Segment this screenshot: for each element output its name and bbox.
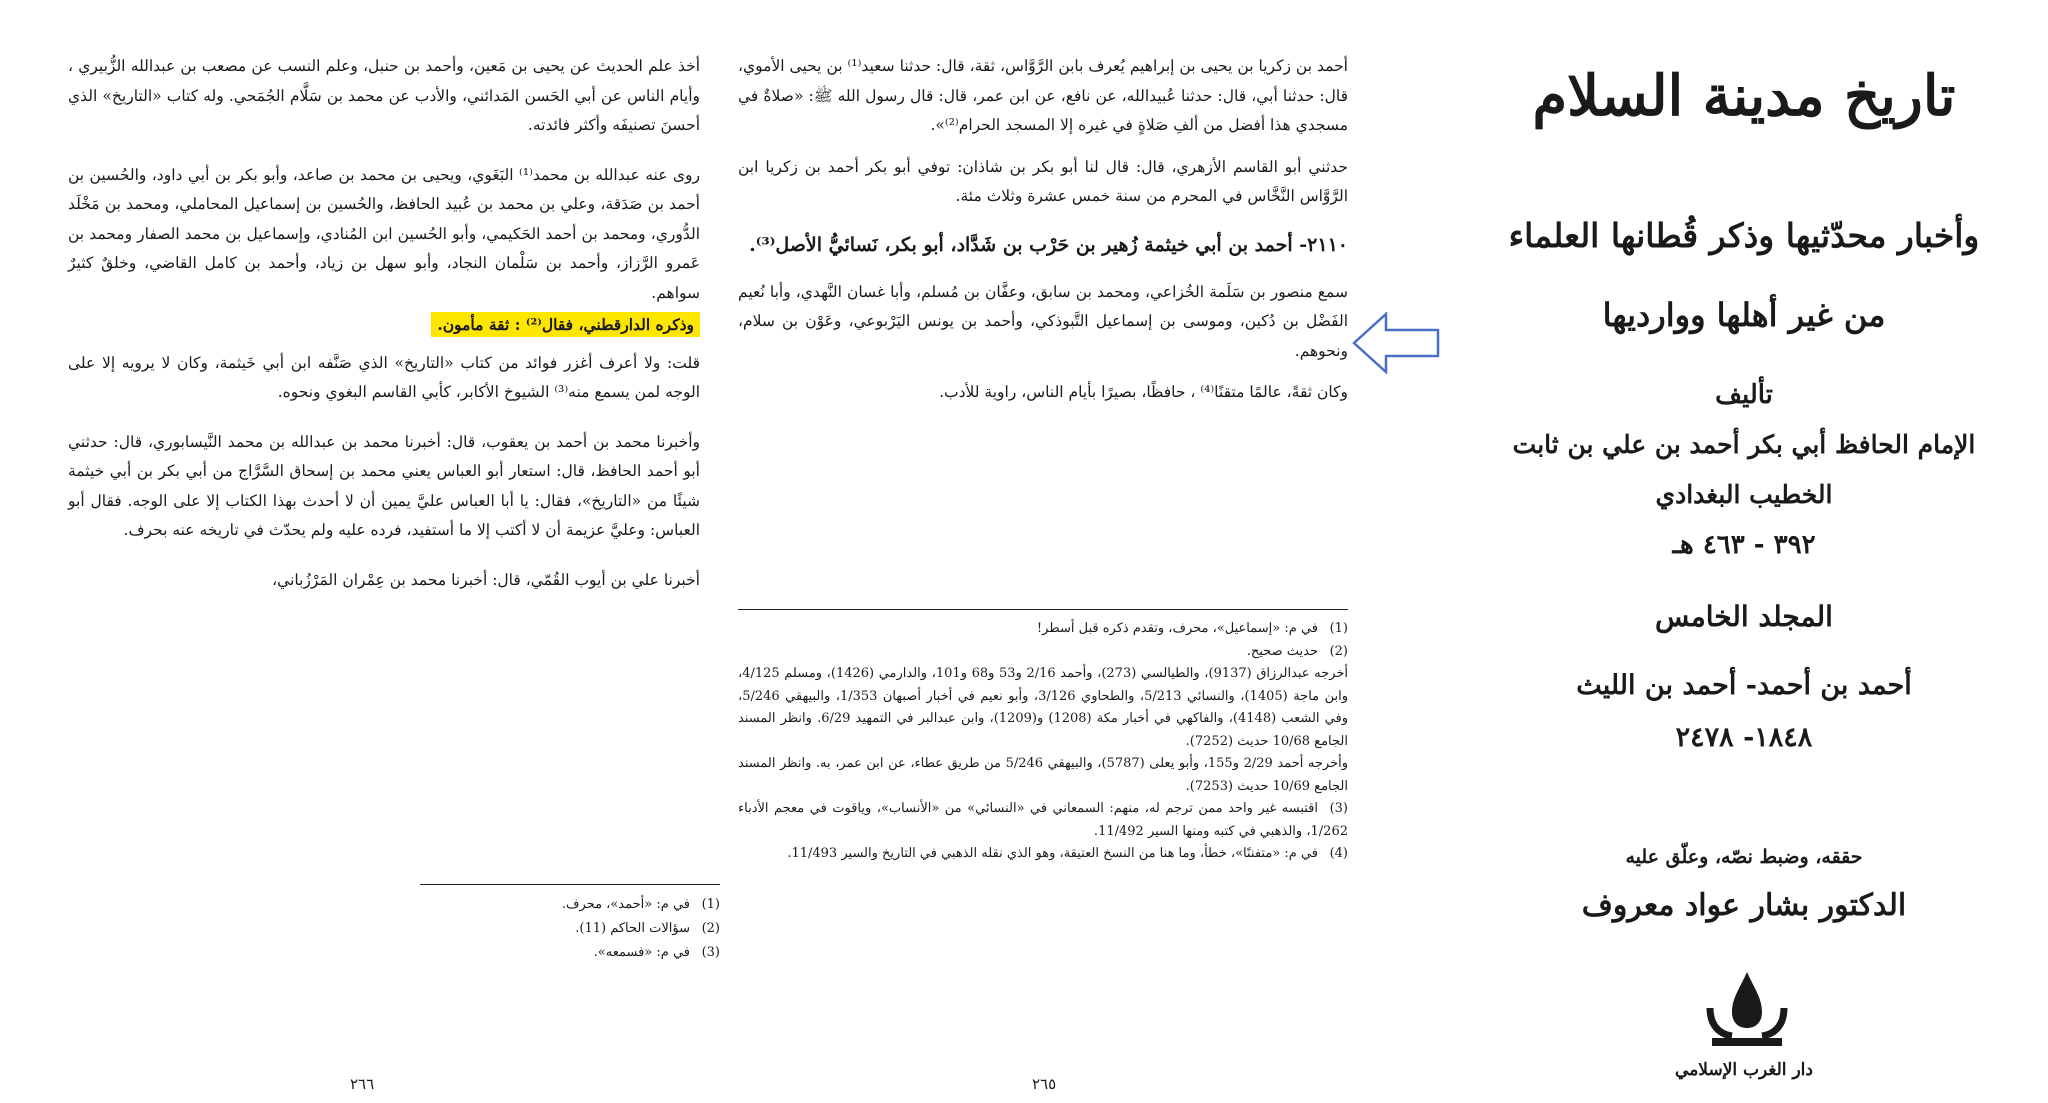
entry-heading: ٢١١٠- أحمد بن أبي خيثمة زُهير بن حَرْب بن شَدَّاد، أبو بكر، نَسائيُّ الأصل⁽³⁾. (749, 233, 1348, 256)
author-label: تأليف (1715, 380, 1773, 410)
footnote: (4)في م: «متفننًا»، خطأ، وما هنا من النسخ العتيقة، وهو الذي نقله الذهبي في التاريخ والسير 11/493. (787, 846, 1348, 861)
left-paragraph-3: قلت: ولا أعرف أغزر فوائد من كتاب «التاريخ» الذي صَنَّفه ابن أبي خَيثمة، وكان لا يرويه إلا على الوجه لمن يسمع منه⁽³⁾ الشيوخ الأكابر، كأبي القاسم البغوي ونحوه. (68, 353, 700, 401)
footnote-continuation: وأخرجه أحمد 2/29 و155، وأبو يعلى (5787)، والبيهقي 5/246 من طريق عطاء، عن ابن عمر، به. وانظر المسند الجامع 10/69 حديث (7253). (738, 756, 1349, 794)
left-paragraph-2: روى عنه عبدالله بن محمد⁽¹⁾ البَغَوي، ويحيى بن محمد بن صاعد، وأبو بكر بن أبي داود، والحُسين بن أحمد بن صَدَقة، وعلي بن محمد بن عُبيد الحافظ، والحُسين بن إسماعيل المحاملي، ومحمد بن مَخْلَد الدُّوري، ومحمد بن أحمد الحَكيمي، وأبو الحُسين ابن المُنادي، وإسماعيل بن محمد الصفار ومحمد بن عَمرو الرَّزاز، وأحمد بن سَلْمان النجاد، وأبو سهل بن زياد، وأحمد بن كامل القاضي، وخلقٌ كثيرٌ سواهم. (68, 165, 701, 302)
author-nisba: الخطيب البغدادي (1655, 480, 1833, 509)
book-subtitle-1: وأخبار محدّثيها وذكر قُطانها العلماء (1508, 216, 1980, 255)
footnote: (3)في م: «فسمعه». (593, 945, 720, 960)
book-title: تاريخ مدينة السلام (1532, 63, 1956, 129)
middle-footnotes (738, 618, 1348, 866)
left-page-body (68, 52, 700, 615)
left-footnote-divider (420, 884, 720, 885)
highlight-text: وذكره الدارقطني، فقال⁽²⁾ : ثقة مأمون. (431, 312, 700, 337)
middle-paragraph-2: حدثني أبو القاسم الأزهري، قال: قال لنا أبو بكر بن شاذان: توفي أبو بكر أحمد بن زكريا ابن الرَّوَّاس النَّخَّاس في المحرم من سنة خمس عشرة وثلاث مئة. (738, 157, 1348, 205)
highlighted-line (68, 310, 700, 341)
editor-name: الدكتور بشار عواد معروف (1581, 888, 1907, 923)
footnote: (3)اقتبسه غير واحد ممن ترجم له، منهم: السمعاني في «النسائي» من «الأنساب»، وياقوت في معجم الأدباء 1/262، والذهبي في كتبه ومنها السير 11/492. (738, 801, 1348, 839)
footnote: (1)في م: «أحمد»، محرف. (561, 897, 720, 912)
footnote-continuation: أخرجه عبدالرزاق (9137)، والطيالسي (273)، وأحمد 2/16 و53 و68 و101، والدارمي (1426)، ومسلم 4/125، وابن ماجة (1405)، والنسائي 5/213، والطحاوي 3/126، وأبو نعيم في أخبار أصبهان 1/353، والبيهقي 5/246، وفي الشعب (4148)، والفاكهي في أخبار مكة (1208) و(1209)، وابن عبدالبر في التمهيد 6/29. وانظر المسند الجامع 10/68 حديث (7252). (738, 666, 1349, 749)
volume-range-names: أحمد بن أحمد- أحمد بن الليث (1576, 670, 1912, 701)
footnote: (1)في م: «إسماعيل»، محرف، وتقدم ذكره قبل أسطر! (1036, 621, 1348, 636)
middle-footnote-divider (738, 609, 1348, 610)
left-footnotes (420, 893, 720, 965)
middle-paragraph-3: سمع منصور بن سَلَمة الخُزاعي، ومحمد بن سابق، وعفَّان بن مُسلم، وأبا غسان النَّهدي، وأبا نُعيم الفَضْل بن دُكين، وموسى بن إسماعيل التَّبوذكي، وأحمد بن يونس اليَرْبوعي، وعَوْن بن سلام، ونحوهم. (738, 282, 1348, 360)
left-arrow-outline-icon (1352, 312, 1440, 374)
footnote: (2)حديث صحيح. (1246, 643, 1348, 659)
publisher-logo-icon (1692, 968, 1802, 1054)
volume-label: المجلد الخامس (1655, 600, 1833, 633)
editor-label: حققه، وضبط نصّه، وعلّق عليه (1625, 846, 1863, 868)
page-number-middle: ٢٦٥ (1032, 1075, 1057, 1093)
author-dates: ٣٩٢ - ٤٦٣ هـ (1672, 530, 1816, 560)
page-number-left: ٢٦٦ (350, 1075, 375, 1093)
middle-paragraph-1: أحمد بن زكريا بن يحيى بن إبراهيم يُعرف بابن الرَّوَّاس، ثقة، قال: حدثنا سعيد⁽¹⁾ بن يحيى الأموي، قال: حدثنا أبي، قال: حدثنا عُبيدالله، عن نافع، عن ابن عمر، قال: قال رسول الله ﷺ: «صلاةٌ في مسجدي هذا أفضل من ألفِ صَلاةٍ في غيره إلا المسجد الحرام⁽²⁾». (738, 57, 1348, 134)
publisher-name: دار الغرب الإسلامي (1675, 1060, 1813, 1080)
author-name: الإمام الحافظ أبي بكر أحمد بن علي بن ثابت (1512, 430, 1976, 459)
middle-paragraph-4: وكان ثقةً، عالمًا متقنًا⁽⁴⁾ ، حافظًا، بصيرًا بأيام الناس، راوية للأدب. (939, 383, 1348, 401)
left-paragraph-4: وأخبرنا محمد بن أحمد بن يعقوب، قال: أخبرنا محمد بن عبدالله بن محمد النَّيسابوري، قال: حدثني أبو أحمد الحافظ، قال: استعار أبو العباس يعني محمد بن إسحاق السَّرَّاج من أبي بكر بن أبي خيثمة شيئًا من «التاريخ»، فقال: يا أبا العباس عليَّ يمين أن لا أحدث بهذا الكتاب إلا على الوجه. فقال أبو العباس: وعليَّ عزيمة أن لا أكتب إلا ما أستفيد، فرده عليه ولم يحدّث في تاريخه عنه بحرف. (68, 432, 700, 539)
book-subtitle-2: من غير أهلها ووارديها (1602, 296, 1886, 334)
footnote: (2)سؤالات الحاكم (11). (575, 921, 720, 936)
left-page (40, 0, 720, 1103)
middle-page (720, 0, 1360, 1103)
left-paragraph-1: أخذ علم الحديث عن يحيى بن مَعين، وأحمد بن حنبل، وعلم النسب عن مصعب بن عبدالله الزُّبيري ، وأيام الناس عن أبي الحَسن المَدائني، والأدب عن محمد بن سَلَّام الجُمَحي. وله كتاب «التاريخ» الذي أحسنَ تصنيفَه وأكثر فائدته. (68, 57, 700, 134)
title-page (1440, 0, 2048, 1103)
left-paragraph-5: أخبرنا علي بن أيوب القُمّي، قال: أخبرنا محمد بن عِمْران المَرْزُباني، (272, 570, 700, 589)
volume-range-numbers: ١٨٤٨- ٢٤٧٨ (1675, 722, 1813, 753)
middle-page-body (738, 52, 1348, 420)
